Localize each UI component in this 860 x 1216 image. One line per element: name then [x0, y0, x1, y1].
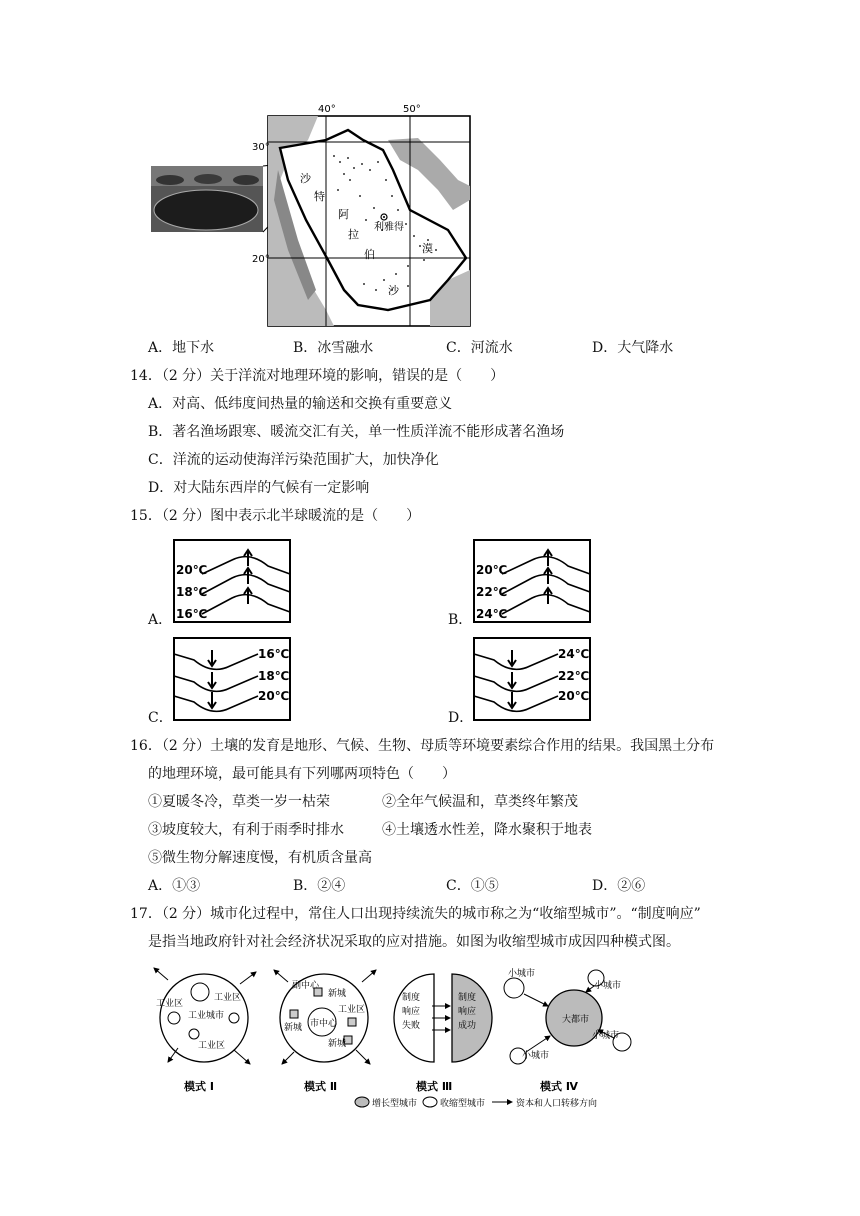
temp-label: 20℃ [476, 563, 508, 577]
model-4-label: 小城市 [592, 1031, 620, 1041]
model-3-caption: 模式 Ⅲ [416, 1080, 453, 1093]
q16-option-d[interactable]: D．②⑥ [592, 878, 646, 894]
model-2 [274, 970, 376, 1093]
model-3-left: 响应 [402, 1007, 421, 1017]
q16-item-2: ②全年气候温和，草类终年繁茂 [382, 794, 578, 810]
q14-option-c[interactable]: C．洋流的运动使海洋污染范围扩大，加快净化 [148, 452, 439, 468]
model-1-label: 工业区 [198, 1041, 226, 1051]
city-label: 利雅得 [374, 222, 404, 233]
model-3-right: 成功 [458, 1021, 477, 1031]
model-3 [394, 974, 492, 1093]
legend-growth: 增长型城市 [372, 1099, 418, 1109]
model-2-label: 新城 [328, 1039, 347, 1049]
model-1-caption: 模式 Ⅰ [184, 1080, 214, 1093]
q14-option-d[interactable]: D．对大陆东西岸的气候有一定影响 [148, 480, 370, 496]
q15-option-c-letter[interactable]: C． [148, 710, 173, 726]
arabia-map [148, 100, 478, 330]
q16-item-5: ⑤微生物分解速度慢，有机质含量高 [148, 850, 372, 866]
model-3-right: 制度 [458, 993, 477, 1003]
q15-stem: 15．（2 分）图中表示北半球暖流的是（ ） [130, 508, 421, 524]
model-4-caption: 模式 Ⅳ [540, 1080, 578, 1093]
model-3-left: 制度 [402, 993, 421, 1003]
lon-50-label: 50° [403, 104, 421, 115]
temp-label: 22℃ [476, 585, 508, 599]
q15-option-b-letter[interactable]: B． [448, 612, 473, 628]
q16-item-3: ③坡度较大，有利于雨季时排水 [148, 822, 344, 838]
q17-stem-line2: 是指当地政府针对社会经济状况采取的应对措施。如图为收缩型城市成因四种模式图。 [148, 934, 680, 950]
model-legend [355, 1097, 597, 1109]
q14-option-a[interactable]: A．对高、低纬度间热量的输送和交换有重要意义 [148, 396, 453, 412]
desert-char: 拉 [348, 228, 359, 241]
model-3-right: 响应 [458, 1007, 477, 1017]
q15-option-d-letter[interactable]: D． [448, 710, 474, 726]
q14-option-b[interactable]: B．著名渔场跟寒、暖流交汇有关，单一性质洋流不能形成著名渔场 [148, 424, 565, 440]
temp-label: 18℃ [176, 585, 208, 599]
model-4-label: 小城市 [522, 1051, 550, 1061]
temp-label: 22℃ [558, 669, 590, 683]
q16-option-c[interactable]: C．①⑤ [446, 878, 499, 894]
model-4-label: 小城市 [508, 969, 536, 979]
q15-diagram-c[interactable] [172, 636, 294, 726]
q15-diagram-a[interactable] [172, 538, 294, 628]
model-2-caption: 模式 Ⅱ [304, 1080, 338, 1093]
temp-label: 20℃ [258, 689, 290, 703]
model-2-label: 市中心 [310, 1019, 338, 1029]
q13-option-b[interactable]: B．冰雪融水 [293, 340, 374, 356]
q16-stem-line2: 的地理环境，最可能具有下列哪两项特色（ ） [148, 766, 456, 782]
lat-30-label: 30° [252, 142, 270, 153]
desert-char: 沙 [300, 172, 311, 185]
model-2-label: 工业区 [338, 1005, 366, 1015]
q16-stem-line1: 16．（2 分）土壤的发育是地形、气候、生物、母质等环境要素综合作用的结果。我国黑土分布 [130, 738, 715, 754]
model-4 [504, 967, 631, 1093]
temp-label: 16℃ [176, 607, 208, 621]
q15-diagram-b[interactable] [472, 538, 594, 628]
pivot-irrigation-photo [151, 166, 263, 232]
q15-diagram-d[interactable] [472, 636, 594, 726]
model-2-label: 新城 [328, 989, 347, 999]
temp-label: 18℃ [258, 669, 290, 683]
q13-option-d[interactable]: D．大气降水 [592, 340, 674, 356]
model-4-label: 大都市 [562, 1015, 590, 1025]
q14-stem: 14．（2 分）关于洋流对地理环境的影响，错误的是（ ） [130, 368, 505, 384]
temp-label: 20℃ [176, 563, 208, 577]
desert-char: 沙 [388, 284, 399, 297]
temp-label: 24℃ [558, 647, 590, 661]
model-1-label: 工业区 [214, 993, 242, 1003]
q16-item-4: ④土壤透水性差，降水聚积于地表 [382, 822, 592, 838]
model-4-label: 小城市 [594, 981, 622, 991]
model-2-label: 副中心 [292, 981, 320, 991]
q16-item-1: ①夏暖冬冷，草类一岁一枯荣 [148, 794, 330, 810]
model-1-label: 工业区 [156, 999, 184, 1009]
temp-label: 24℃ [476, 607, 508, 621]
desert-char: 特 [314, 190, 325, 203]
model-1-label: 工业城市 [188, 1011, 225, 1021]
desert-char: 漠 [422, 242, 433, 255]
temp-label: 20℃ [558, 689, 590, 703]
legend-arrow: 资本和人口转移方向 [516, 1099, 598, 1109]
temp-label: 16℃ [258, 647, 290, 661]
q16-option-b[interactable]: B．②④ [293, 878, 346, 894]
map-figure [148, 100, 478, 330]
legend-shrink: 收缩型城市 [440, 1099, 486, 1109]
model-3-left: 失败 [402, 1021, 421, 1031]
q17-stem-line1: 17．（2 分）城市化过程中，常住人口出现持续流失的城市称之为“收缩型城市”。“制度响应” [130, 906, 701, 922]
desert-char: 阿 [338, 208, 349, 221]
q13-option-c[interactable]: C．河流水 [446, 340, 513, 356]
lat-20-label: 20° [252, 254, 270, 265]
model-1 [154, 968, 256, 1093]
lon-40-label: 40° [318, 104, 336, 115]
model-2-label: 新城 [284, 1023, 303, 1033]
desert-char: 伯 [364, 248, 375, 261]
q15-option-a-letter[interactable]: A． [148, 612, 173, 628]
q13-option-a[interactable]: A．地下水 [148, 340, 215, 356]
q16-option-a[interactable]: A．①③ [148, 878, 201, 894]
city-model-figure [148, 966, 648, 1120]
